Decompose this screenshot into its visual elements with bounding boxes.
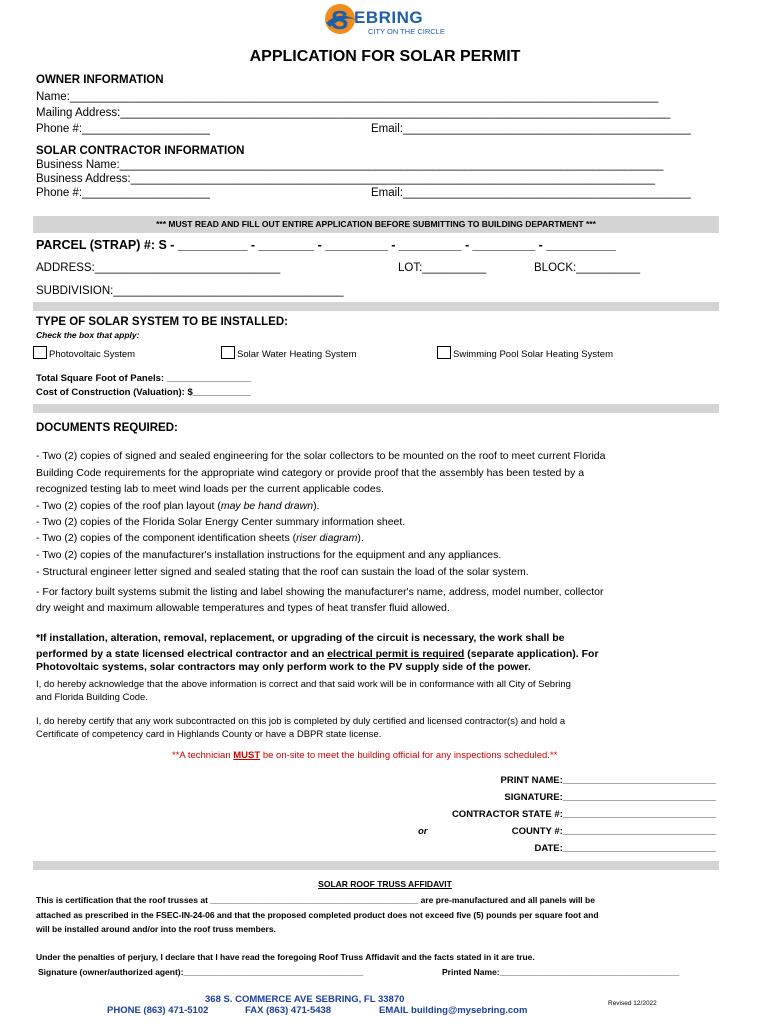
electrical-note-3: Photovoltaic systems, solar contractors may only perform work to the PV supply side of the power.	[36, 661, 531, 673]
doc-engineering: - Two (2) copies of signed and sealed engineering for the solar collectors to be mounted on the roof to meet current Florida	[36, 450, 606, 462]
printed-name-field[interactable]: Printed Name:______________________________________	[442, 967, 680, 977]
electrical-note-2: performed by a state licensed electrical contractor and an electrical permit is required (separate application). For	[36, 648, 599, 660]
doc-engineering-3: recognized testing lab to meet wind loads per the current applicable codes.	[36, 483, 384, 495]
doc-engineering-2: Building Code requirements for the appropriate wind category or provide proof that the assembly has been tested by a	[36, 467, 585, 479]
section-divider	[33, 404, 719, 413]
footer-email[interactable]: EMAIL building@mysebring.com	[379, 1005, 528, 1016]
block-field[interactable]: BLOCK:__________	[534, 262, 641, 274]
svg-text:CITY ON THE CIRCLE: CITY ON THE CIRCLE	[368, 27, 445, 36]
print-name-field[interactable]: PRINT NAME:_____________________________	[500, 775, 716, 786]
contractor-heading: SOLAR CONTRACTOR INFORMATION	[36, 145, 245, 157]
svg-text:S: S	[331, 5, 349, 35]
contractor-email-field[interactable]: Email:_____________________________________________	[371, 187, 691, 199]
certify-text: I, do hereby certify that any work subcontracted on this job is completed by duly certified and licensed contractor(s) and hold a	[36, 716, 566, 727]
perjury-text: Under the penalties of perjury, I declare that I have read the foregoing Roof Truss Affidavit and the facts stated in it are true.	[36, 952, 535, 962]
option-photovoltaic[interactable]	[33, 346, 135, 360]
revised-date: Revised 12/2022	[608, 1000, 657, 1007]
agent-signature-field[interactable]: Signature (owner/authorized agent):______________________________________	[38, 967, 364, 977]
system-heading: TYPE OF SOLAR SYSTEM TO BE INSTALLED:	[36, 316, 288, 328]
doc-component: - Two (2) copies of the component identification sheets (riser diagram).	[36, 532, 364, 544]
system-instruction: Check the box that apply:	[36, 330, 140, 340]
signature-field[interactable]: SIGNATURE:_____________________________	[504, 792, 716, 803]
doc-factory-2: dry weight and maximum allowable temperatures and types of heat transfer fluid allowed.	[36, 602, 450, 614]
doc-factory: - For factory built systems submit the listing and label showing the manufacturer's name, address, model number, collector	[36, 586, 604, 598]
parcel-field[interactable]: PARCEL (STRAP) #: S - __________ - ________ - _________ - _________ - _________ - __________	[36, 238, 616, 252]
footer-fax: FAX (863) 471-5438	[245, 1005, 332, 1016]
solar-water-checkbox[interactable]	[221, 346, 235, 359]
owner-name-field[interactable]: Name:____________________________________________________________________________________________	[36, 91, 659, 103]
certify-text-2: Certificate of competency card in Highlands County or have a DBPR state license.	[36, 729, 382, 740]
affidavit-heading: SOLAR ROOF TRUSS AFFIDAVIT	[318, 879, 452, 889]
section-divider	[33, 861, 719, 870]
owner-heading: OWNER INFORMATION	[36, 74, 164, 86]
option-label: Solar Water Heating System	[237, 349, 357, 360]
business-name-field[interactable]: Business Name:_____________________________________________________________________________________	[36, 159, 664, 171]
photovoltaic-checkbox[interactable]	[33, 346, 47, 359]
footer-address: 368 S. COMMERCE AVE SEBRING, FL 33870	[205, 994, 405, 1005]
sebring-logo	[322, 2, 462, 40]
affidavit-text-3: will be installed around and/or into the roof truss members.	[36, 924, 276, 934]
lot-field[interactable]: LOT:__________	[398, 262, 487, 274]
owner-mailing-field[interactable]: Mailing Address:______________________________________________________________________________________	[36, 107, 671, 119]
option-label: Swimming Pool Solar Heating System	[453, 349, 613, 360]
date-field[interactable]: DATE:_____________________________	[534, 843, 716, 854]
svg-text:EBRING: EBRING	[354, 8, 424, 27]
page-title: APPLICATION FOR SOLAR PERMIT	[249, 48, 521, 65]
option-solar-water-heating[interactable]	[221, 346, 357, 360]
footer-phone: PHONE (863) 471-5102	[107, 1005, 209, 1016]
cost-field[interactable]: Cost of Construction (Valuation): $___________	[36, 387, 251, 398]
electrical-note: *If installation, alteration, removal, replacement, or upgrading of the circuit is necessary, the work shall be	[36, 632, 565, 644]
notice-banner-text: *** MUST READ AND FILL OUT ENTIRE APPLICATION BEFORE SUBMITTING TO BUILDING DEPARTMENT ***	[156, 219, 596, 229]
option-pool-heating[interactable]	[437, 346, 613, 360]
county-field[interactable]: COUNTY #:_____________________________	[511, 826, 716, 837]
contractor-phone-field[interactable]: Phone #:____________________	[36, 187, 210, 199]
business-address-field[interactable]: Business Address:__________________________________________________________________________________	[36, 173, 656, 185]
doc-manufacturer: - Two (2) copies of the manufacturer's installation instructions for the equipment and any appliances.	[36, 549, 502, 561]
affidavit-text-2: attached as prescribed in the FSEC-IN-24-06 and that the proposed completed product does not exceed five (5) pounds per square foot and	[36, 910, 599, 920]
owner-phone-field[interactable]: Phone #:____________________	[36, 123, 210, 135]
documents-heading: DOCUMENTS REQUIRED:	[36, 422, 178, 434]
owner-email-field[interactable]: Email:_____________________________________________	[371, 123, 691, 135]
doc-roof-plan: - Two (2) copies of the roof plan layout (may be hand drawn).	[36, 500, 320, 512]
address-field[interactable]: ADDRESS:_____________________________	[36, 262, 281, 274]
sqft-field[interactable]: Total Square Foot of Panels: ________________	[36, 373, 252, 384]
affidavit-text[interactable]: This is certification that the roof trusses at ____________________________________________ are pre-manufactured and all panels will be	[36, 895, 595, 905]
or-label: or	[418, 826, 428, 837]
acknowledge-text-2: and Florida Building Code.	[36, 692, 148, 703]
doc-fsec: - Two (2) copies of the Florida Solar Energy Center summary information sheet.	[36, 516, 406, 528]
technician-note: **A technician MUST be on-site to meet the building official for any inspections scheduled.**	[172, 750, 558, 761]
pool-heating-checkbox[interactable]	[437, 346, 451, 359]
notice-banner	[33, 216, 719, 233]
acknowledge-text: I, do hereby acknowledge that the above information is correct and that said work will be in conformance with all City of Sebring	[36, 679, 571, 690]
option-label: Photovoltaic System	[49, 349, 136, 360]
doc-structural: - Structural engineer letter signed and sealed stating that the roof can sustain the load of the solar system.	[36, 566, 529, 578]
subdivision-field[interactable]: SUBDIVISION:____________________________________	[36, 285, 344, 297]
sebring-logo-graphic	[322, 2, 462, 40]
section-divider	[33, 302, 719, 311]
contractor-state-field[interactable]: CONTRACTOR STATE #:_____________________________	[451, 809, 716, 820]
